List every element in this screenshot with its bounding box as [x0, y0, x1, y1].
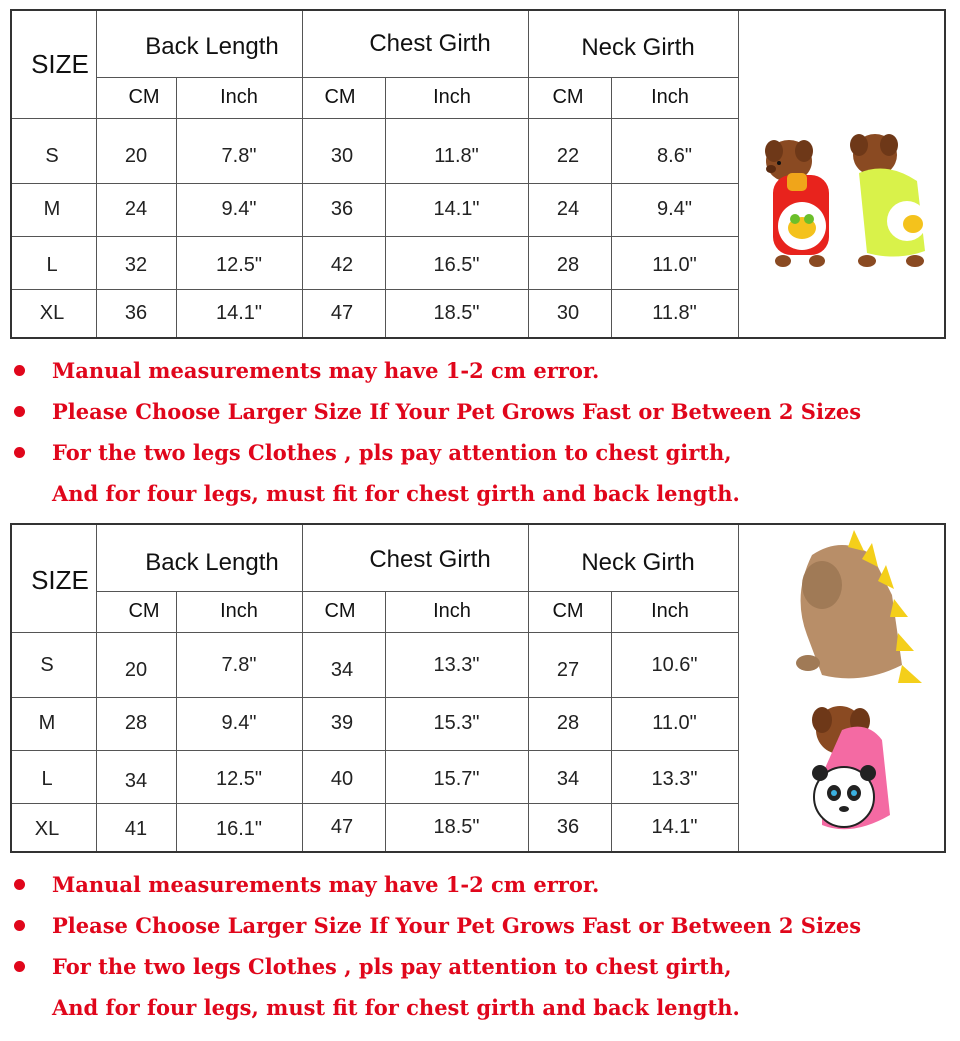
header-neck-girth: Neck Girth: [581, 549, 695, 576]
two-puppies-frog-hoodies-image: [747, 111, 943, 281]
size-cell: XL: [39, 301, 65, 324]
note-item: [12, 864, 599, 904]
value-cell: 9.4": [657, 198, 692, 220]
value-cell: 36: [556, 815, 580, 838]
note-item: [12, 391, 861, 431]
bullet-icon: [14, 879, 25, 890]
value-cell: 18.5": [433, 301, 480, 324]
value-cell: 32: [124, 254, 148, 276]
header-chest-girth: Chest Girth: [369, 30, 491, 57]
size-label: SIZE: [31, 49, 89, 79]
bullet-icon: [14, 447, 25, 458]
value-cell: 41: [124, 817, 148, 840]
value-cell: 28: [556, 254, 580, 276]
value-cell: 18.5": [433, 815, 480, 838]
size-cell: M: [43, 198, 61, 220]
note-text: Please Choose Larger Size If Your Pet Grows Fast or Between 2 Sizes: [52, 398, 862, 424]
note-item: [12, 905, 861, 945]
unit-cm: CM: [552, 86, 584, 108]
value-cell: 42: [330, 254, 354, 276]
unit-cm: CM: [324, 600, 356, 622]
value-cell: 7.8": [221, 144, 257, 167]
size-chart-table-2: [10, 523, 946, 853]
value-cell: 11.0": [652, 712, 697, 734]
size-chart-table-1: [10, 9, 946, 339]
size-cell: L: [41, 768, 53, 790]
note-item: [52, 987, 740, 1027]
size-label: SIZE: [31, 565, 89, 595]
value-cell: 12.5": [215, 254, 263, 276]
size-cell: XL: [34, 817, 60, 840]
note-item: [12, 350, 599, 390]
value-cell: 14.1": [433, 198, 480, 220]
unit-cm: CM: [324, 86, 356, 108]
dinosaur-and-panda-costumes-image: [782, 525, 932, 845]
value-cell: 47: [330, 301, 354, 324]
unit-inch: Inch: [651, 86, 689, 108]
value-cell: 20: [124, 658, 148, 681]
value-cell: 34: [556, 768, 580, 790]
unit-inch: Inch: [651, 600, 689, 622]
size-cell: S: [40, 653, 54, 676]
value-cell: 11.8": [434, 144, 479, 167]
value-cell: 22: [556, 144, 580, 167]
note-item: [52, 473, 740, 513]
value-cell: 28: [124, 712, 148, 734]
value-cell: 24: [556, 198, 580, 220]
value-cell: 11.0": [652, 254, 697, 276]
value-cell: 10.6": [651, 653, 698, 676]
value-cell: 11.8": [652, 301, 697, 324]
value-cell: 47: [330, 815, 354, 838]
value-cell: 34: [330, 658, 354, 681]
unit-inch: Inch: [220, 86, 258, 108]
header-neck-girth: Neck Girth: [581, 34, 695, 61]
unit-cm: CM: [128, 86, 160, 108]
value-cell: 15.3": [433, 712, 480, 734]
value-cell: 28: [556, 712, 580, 734]
unit-inch: Inch: [220, 600, 258, 622]
value-cell: 9.4": [221, 198, 257, 220]
bullet-icon: [14, 406, 25, 417]
value-cell: 20: [124, 144, 148, 167]
note-item: [12, 432, 732, 472]
value-cell: 14.1": [215, 301, 263, 324]
value-cell: 40: [330, 768, 354, 790]
value-cell: 36: [124, 301, 148, 324]
value-cell: 24: [124, 198, 148, 220]
header-chest-girth: Chest Girth: [369, 546, 491, 573]
size-cell: S: [45, 144, 59, 167]
note-text: Manual measurements may have 1-2 cm error.: [52, 871, 600, 897]
value-cell: 13.3": [651, 768, 698, 790]
bullet-icon: [14, 961, 25, 972]
value-cell: 30: [330, 144, 354, 167]
unit-cm: CM: [128, 600, 160, 622]
bullet-icon: [14, 920, 25, 931]
unit-cm: CM: [552, 600, 584, 622]
bullet-icon: [14, 365, 25, 376]
value-cell: 14.1": [651, 815, 698, 838]
note-text: And for four legs, must fit for chest girth and back length.: [52, 994, 740, 1020]
unit-inch: Inch: [433, 86, 471, 108]
value-cell: 7.8": [221, 653, 257, 676]
note-item: [12, 946, 732, 986]
value-cell: 36: [330, 198, 354, 220]
value-cell: 34: [124, 770, 148, 792]
value-cell: 16.1": [215, 817, 263, 840]
unit-inch: Inch: [433, 600, 471, 622]
value-cell: 12.5": [215, 768, 263, 790]
value-cell: 15.7": [433, 768, 480, 790]
value-cell: 13.3": [433, 653, 480, 676]
value-cell: 39: [330, 712, 354, 734]
value-cell: 27: [556, 658, 580, 681]
value-cell: 8.6": [657, 144, 692, 167]
header-back-length: Back Length: [145, 33, 279, 60]
value-cell: 30: [556, 301, 580, 324]
note-text: And for four legs, must fit for chest girth and back length.: [52, 480, 740, 506]
note-text: Please Choose Larger Size If Your Pet Grows Fast or Between 2 Sizes: [52, 912, 862, 938]
note-text: Manual measurements may have 1-2 cm error.: [52, 357, 600, 383]
value-cell: 9.4": [221, 712, 257, 734]
size-cell: L: [46, 254, 58, 276]
note-text: For the two legs Clothes , pls pay attention to chest girth,: [52, 439, 732, 465]
header-back-length: Back Length: [145, 549, 279, 576]
size-cell: M: [38, 712, 56, 734]
value-cell: 16.5": [433, 254, 480, 276]
note-text: For the two legs Clothes , pls pay attention to chest girth,: [52, 953, 732, 979]
